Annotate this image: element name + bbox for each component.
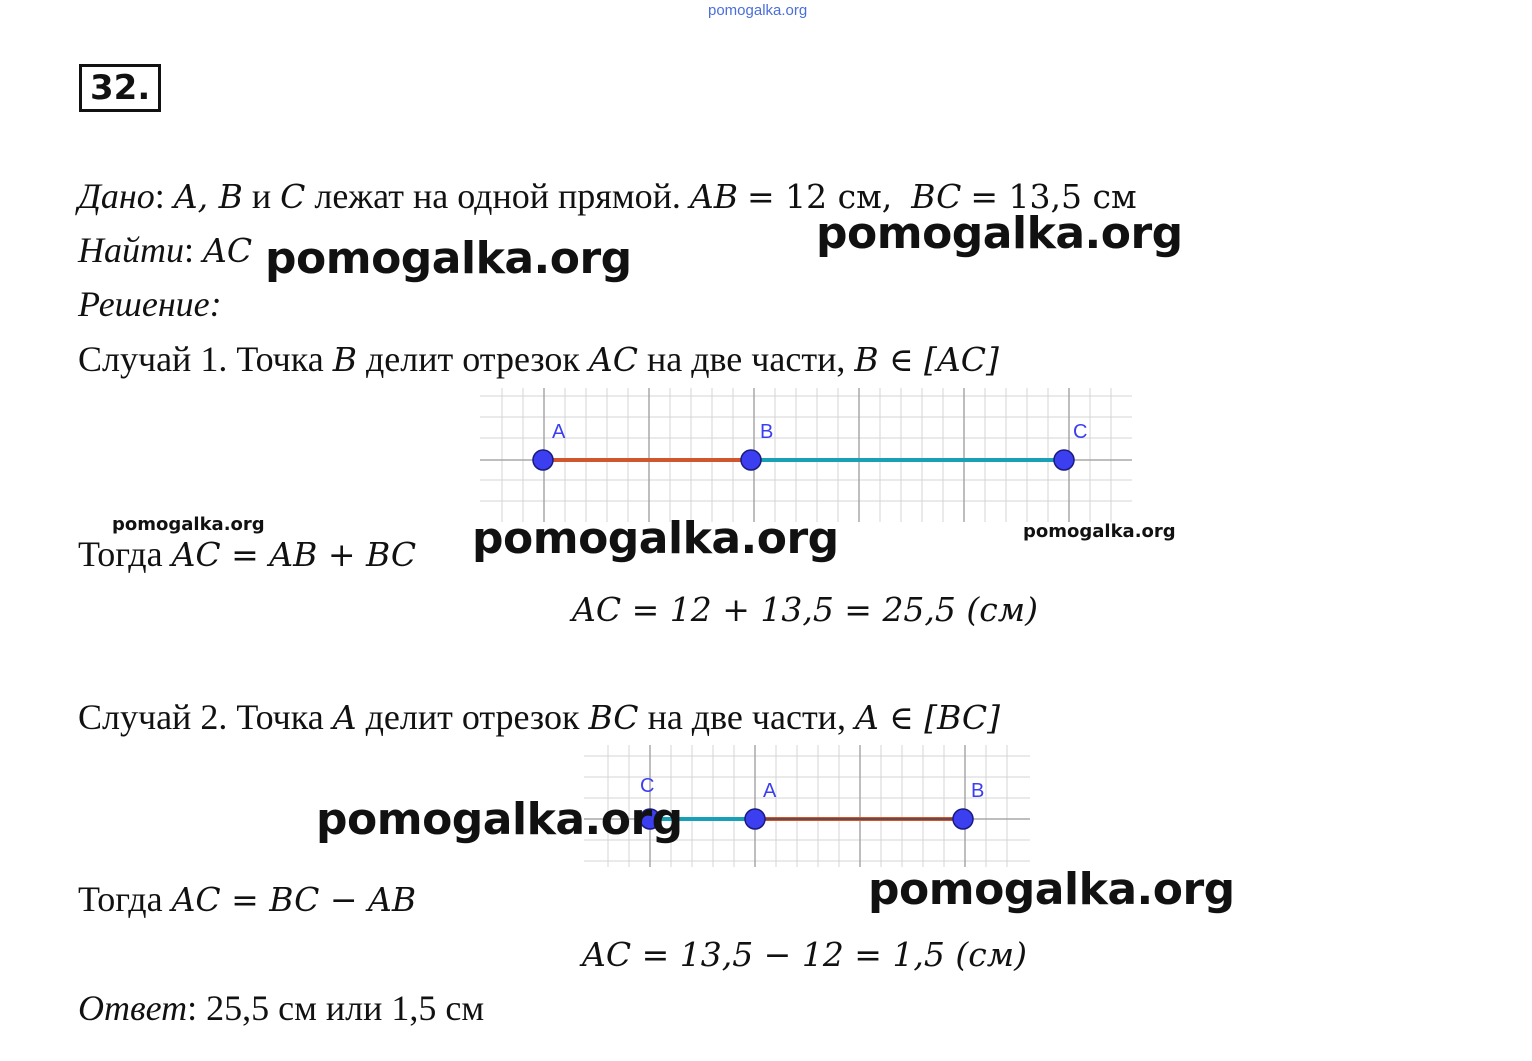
given-points: A, B	[173, 177, 243, 216]
case2-label-a: A	[763, 780, 777, 802]
top-watermark: pomogalka.org	[708, 2, 808, 19]
case1-label-b: B	[760, 421, 774, 443]
case2-membership: A ∈ [BC]	[854, 698, 1001, 737]
case2-point-b	[953, 809, 973, 829]
case2-label-c: C	[640, 775, 655, 797]
given-line: Дано: A, B и C лежат на одной прямой. AB = 12 см, BC = 13,5 см	[78, 176, 1137, 216]
case1-then: Тогда AC = AB + BC	[78, 534, 417, 574]
case1-calc: AC = 12 + 13,5 = 25,5 (см)	[572, 590, 1038, 629]
find-value: AC	[203, 231, 253, 270]
case2-point-a	[745, 809, 765, 829]
case1-membership: B ∈ [AC]	[854, 340, 999, 379]
watermark: pomogalka.org	[472, 513, 839, 564]
answer-label: Ответ	[78, 988, 188, 1028]
case1-point-a	[533, 450, 553, 470]
given-label: Дано	[78, 176, 155, 216]
watermark: pomogalka.org	[316, 794, 683, 845]
watermark: pomogalka.org	[816, 208, 1183, 259]
case1-label-c: C	[1073, 421, 1088, 443]
case1-point-b	[741, 450, 761, 470]
find-label: Найти	[78, 230, 184, 270]
case2-calc: AC = 13,5 − 12 = 1,5 (см)	[582, 935, 1028, 974]
case2-label-b: B	[971, 780, 985, 802]
case2-then-expr: AC = BC − AB	[171, 880, 417, 919]
watermark: pomogalka.org	[1023, 521, 1176, 542]
watermark: pomogalka.org	[112, 514, 265, 535]
problem-number: 32.	[79, 64, 161, 112]
answer-value: : 25,5 см или 1,5 см	[187, 988, 485, 1028]
solution-label: Решение:	[78, 284, 222, 324]
given-text: лежат на одной прямой.	[314, 176, 681, 216]
case2-then: Тогда AC = BC − AB	[78, 879, 417, 919]
case1-label-a: A	[552, 421, 566, 443]
case1-then-expr: AC = AB + BC	[171, 535, 417, 574]
watermark: pomogalka.org	[868, 864, 1235, 915]
case2-line: Случай 2. Точка A делит отрезок BC на две части, A ∈ [BC]	[78, 697, 1001, 737]
case1-grid	[480, 388, 1132, 522]
answer-line	[78, 988, 484, 1028]
case1-point-c	[1054, 450, 1074, 470]
case1-figure	[480, 388, 1132, 522]
watermark: pomogalka.org	[265, 233, 632, 284]
case1-line: Случай 1. Точка B делит отрезок AC на две части, B ∈ [AC]	[78, 339, 999, 379]
find-line: Найти: AC	[78, 230, 253, 270]
